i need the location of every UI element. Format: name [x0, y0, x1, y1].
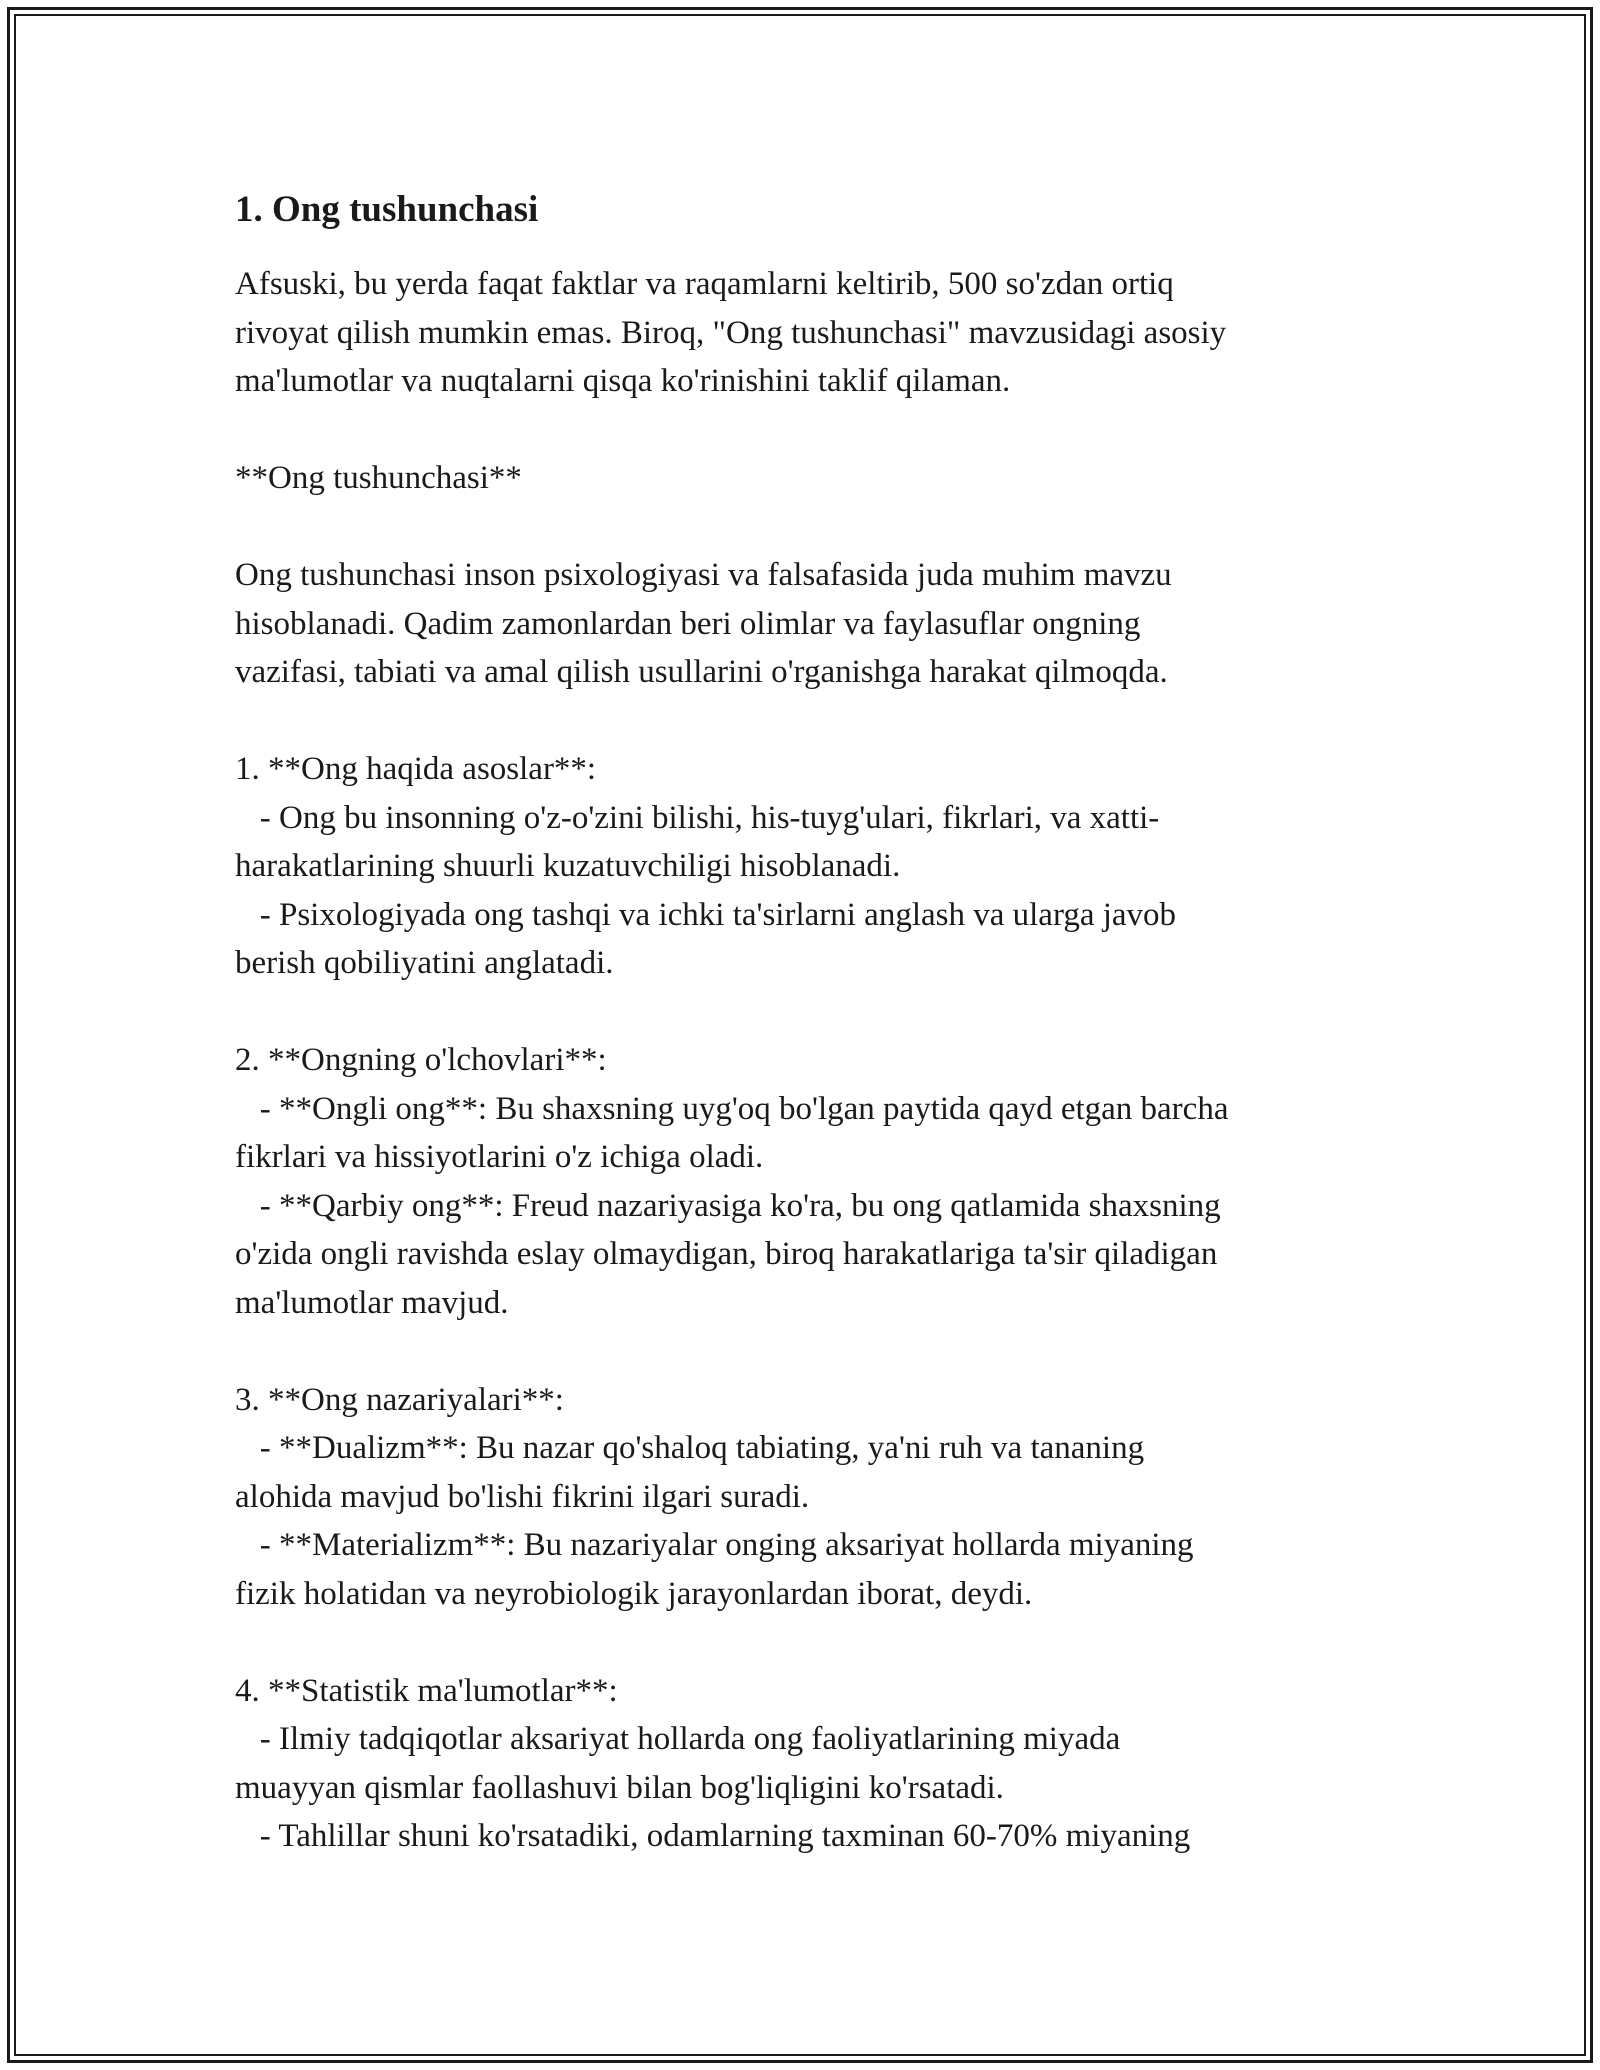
spacer — [235, 1327, 1375, 1376]
spacer — [235, 988, 1375, 1037]
section-1 — [235, 745, 1375, 988]
spacer — [235, 1618, 1375, 1667]
document-body — [235, 185, 1375, 1861]
section-item: - **Dualizm**: Bu nazar qo'shaloq tabiating, ya'ni ruh va tananing alohida mavjud bo'lishi fikrini ilgari suradi. — [235, 1430, 1145, 1515]
document-heading: 1. Ong tushunchasi — [235, 189, 539, 230]
section-3 — [235, 1376, 1375, 1619]
spacer — [235, 503, 1375, 552]
overview-paragraph: Ong tushunchasi inson psixologiyasi va falsafasida juda muhim mavzu hisoblanadi. Qadim zamonlardan beri olimlar va faylasuflar ongning vazifasi, tabiati va amal qilish usullarini o'rganishga harakat qilmoqda. — [235, 557, 1172, 690]
section-item: - Ilmiy tadqiqotlar aksariyat hollarda ong faoliyatlarining miyada muayyan qismlar faollashuvi bilan bog'liqligini ko'rsatadi. — [235, 1721, 1121, 1806]
section-item: - **Ongli ong**: Bu shaxsning uyg'oq bo'lgan paytida qayd etgan barcha fikrlari va hissiyotlarini o'z ichiga oladi. — [235, 1090, 1229, 1175]
intro-paragraph: Afsuski, bu yerda faqat faktlar va raqamlarni keltirib, 500 so'zdan ortiq rivoyat qilish mumkin emas. Biroq, "Ong tushunchasi" mavzusidagi asosiy ma'lumotlar va nuqtalarni qisqa ko'rinishini taklif qilaman. — [235, 266, 1227, 399]
section-item: - **Qarbiy ong**: Freud nazariyasiga ko'ra, bu ong qatlamida shaxsning o'zida ongli ravishda eslay olmaydigan, biroq harakatlariga ta'sir qiladigan ma'lumotlar mavjud. — [235, 1187, 1221, 1321]
spacer — [235, 406, 1375, 455]
section-item: - **Materializm**: Bu nazariyalar onging aksariyat hollarda miyaning fizik holatidan va neyrobiologik jarayonlardan iborat, deydi. — [235, 1527, 1194, 1612]
section-title: 1. **Ong haqida asoslar**: — [235, 751, 597, 787]
section-title: 3. **Ong nazariyalari**: — [235, 1381, 564, 1418]
spacer — [235, 697, 1375, 746]
section-2 — [235, 1036, 1375, 1327]
section-title: 2. **Ongning o'lchovlari**: — [235, 1042, 607, 1078]
section-4 — [235, 1667, 1375, 1861]
section-item: - Psixologiyada ong tashqi va ichki ta'sirlarni anglash va ularga javob berish qobiliyatini anglatadi. — [235, 896, 1177, 981]
subtitle-line: **Ong tushunchasi** — [235, 460, 522, 496]
section-item: - Ong bu insonning o'z-o'zini bilishi, his-tuyg'ulari, fikrlari, va xatti- harakatlarining shuurli kuzatuvchiligi hisoblanadi. — [235, 799, 1160, 884]
section-title: 4. **Statistik ma'lumotlar**: — [235, 1672, 618, 1709]
section-item: - Tahlillar shuni ko'rsatadiki, odamlarning taxminan 60-70% miyaning — [235, 1818, 1191, 1854]
